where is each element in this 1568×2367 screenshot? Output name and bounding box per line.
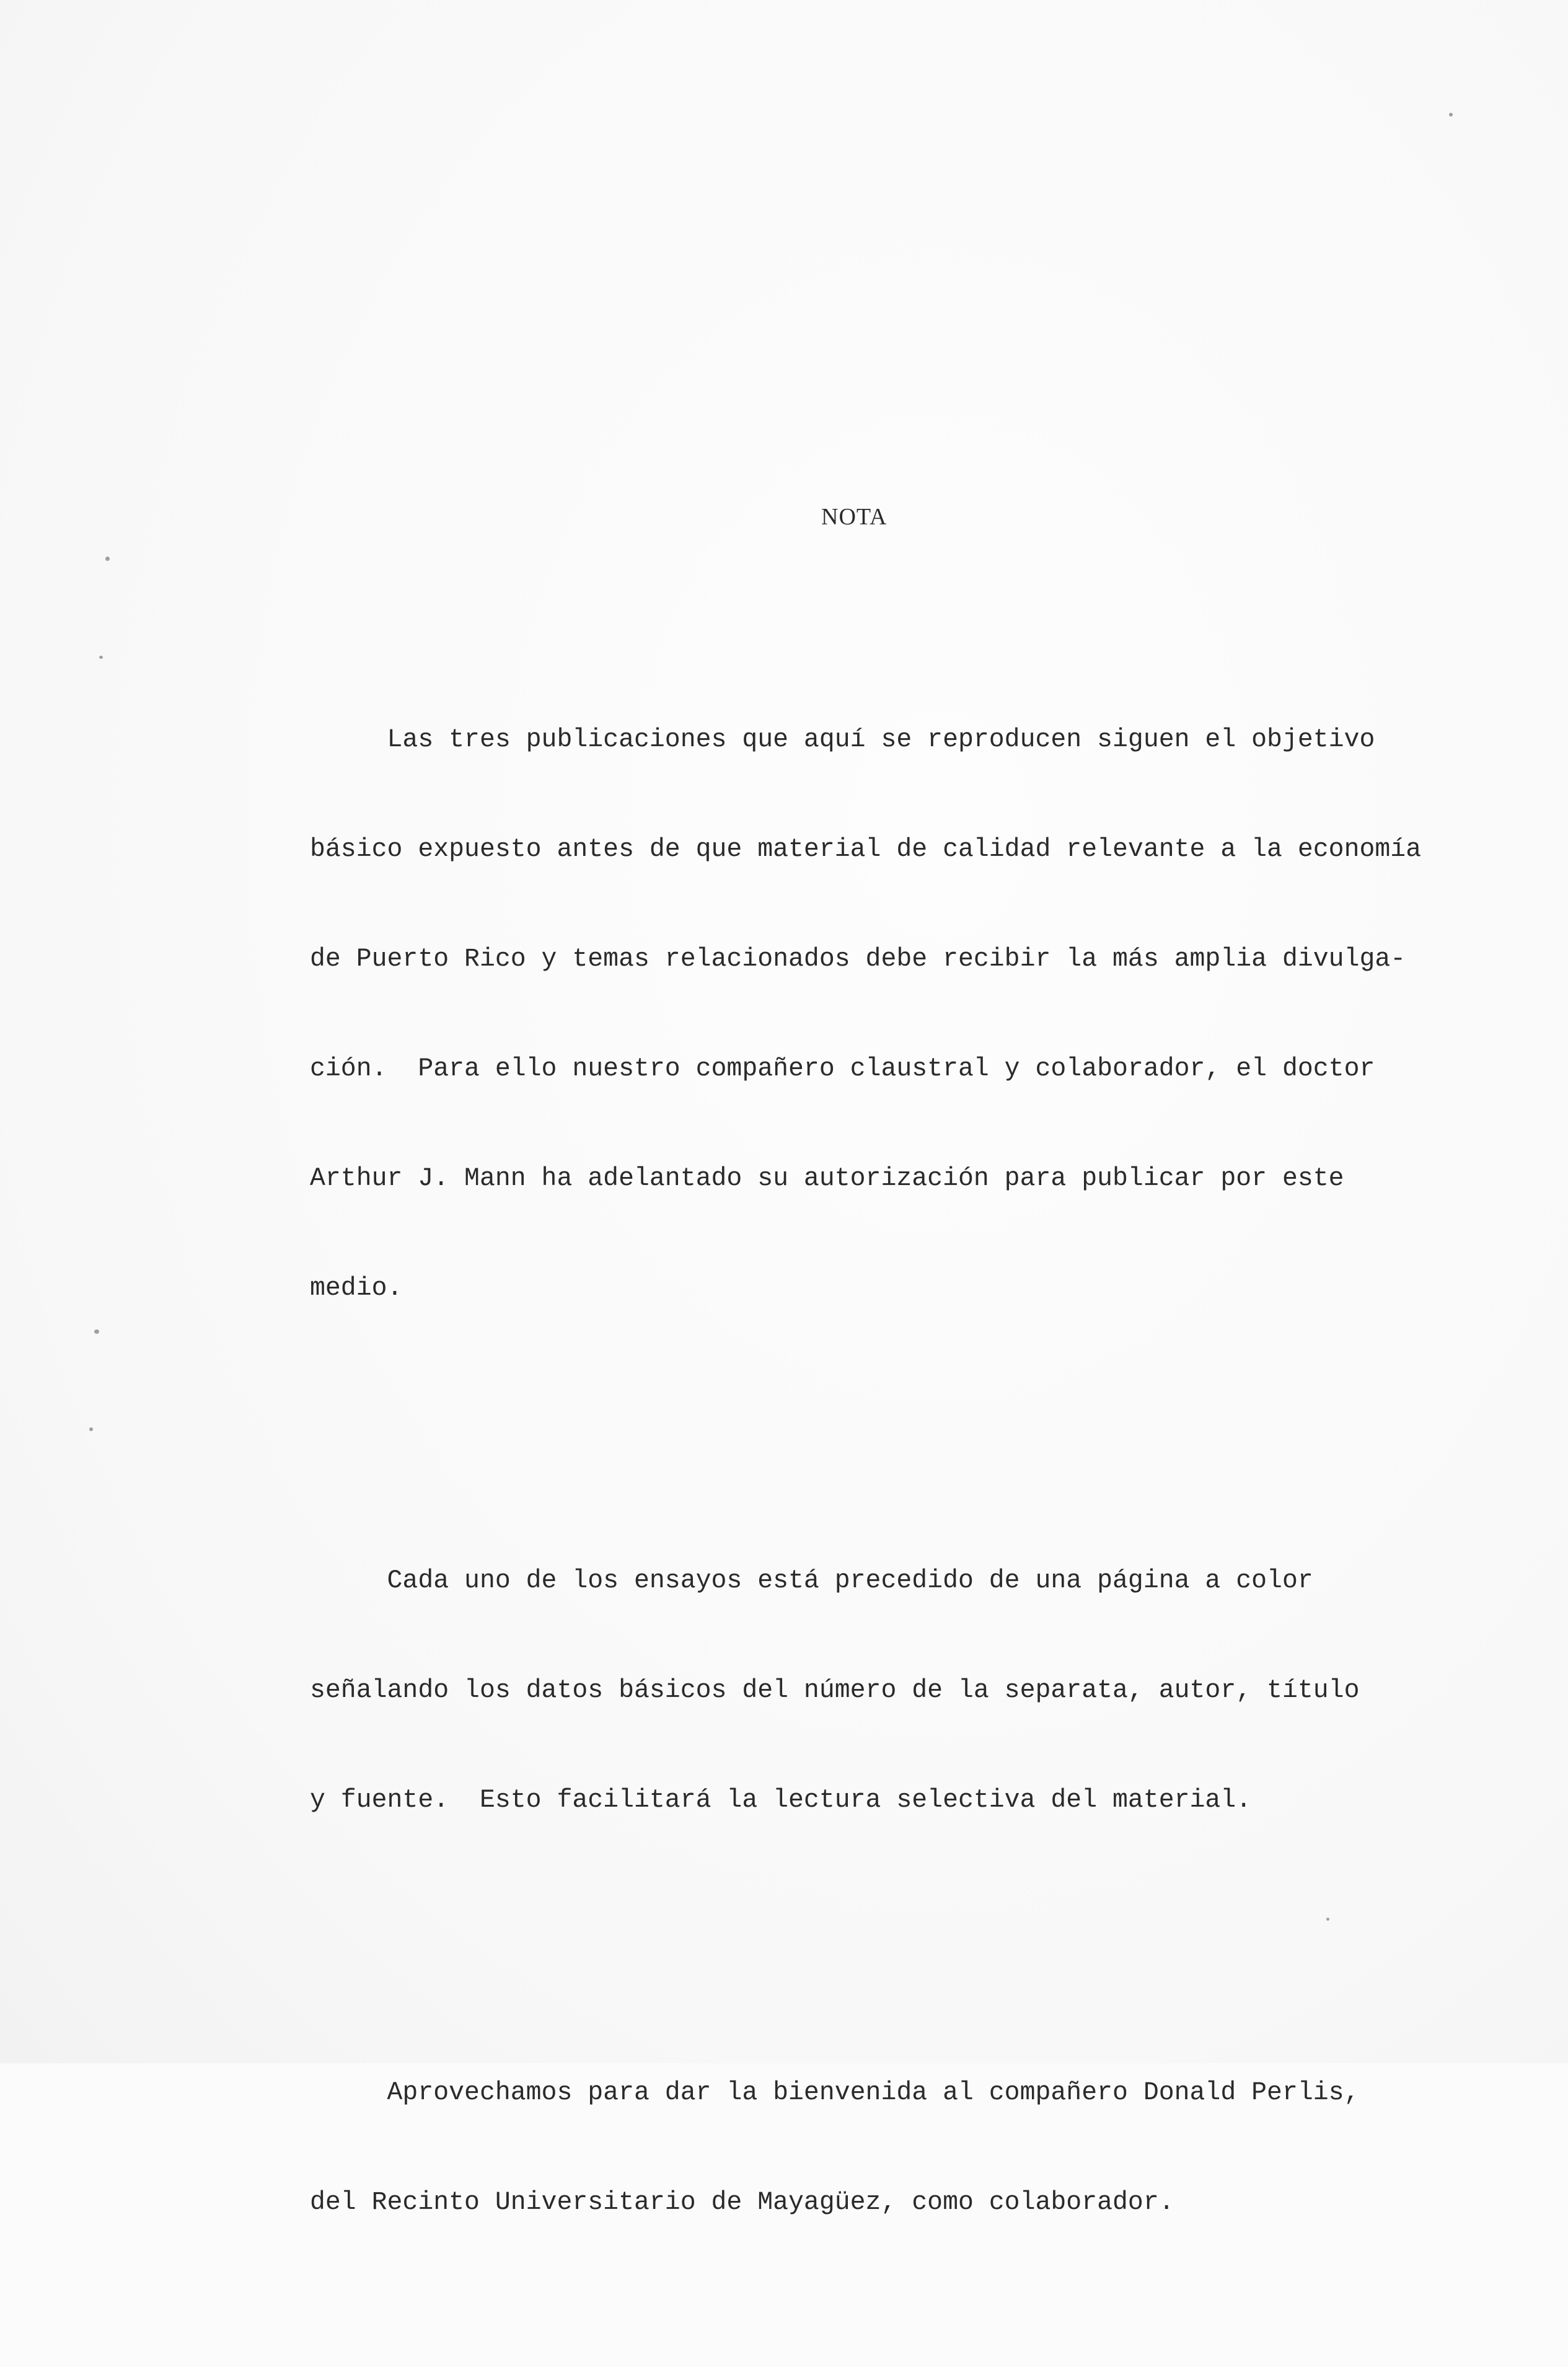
paragraph-3: [310, 2001, 1438, 2294]
text-line: ción. Para ello nuestro compañero claustral y colaborador, el doctor: [310, 1054, 1375, 1083]
text-line: Aprovechamos para dar la bienvenida al compañero Donald Perlis,: [310, 2078, 1360, 2107]
paragraph-1: [310, 648, 1438, 1380]
paragraph-2: [310, 1489, 1438, 1892]
text-line: de Puerto Rico y temas relacionados debe recibir la más amplia divulga-: [310, 945, 1406, 974]
text-line: Las tres publicaciones que aquí se reproducen siguen el objetivo: [310, 725, 1375, 754]
scan-speck: [1449, 113, 1453, 117]
scan-speck: [99, 656, 103, 659]
text-line: señalando los datos básicos del número de la separata, autor, título: [310, 1676, 1360, 1705]
scan-speck: [89, 1427, 93, 1431]
text-line: y fuente. Esto facilitará la lectura selectiva del material.: [310, 1786, 1252, 1815]
document-title: NOTA: [821, 504, 888, 530]
text-line: básico expuesto antes de que material de calidad relevante a la economía: [310, 835, 1422, 864]
text-line: Cada uno de los ensayos está precedido de una página a color: [310, 1566, 1313, 1595]
document-body: [310, 575, 1438, 2367]
text-line: del Recinto Universitario de Mayagüez, como colaborador.: [310, 2188, 1174, 2217]
text-line: Arthur J. Mann ha adelantado su autorización para publicar por este: [310, 1164, 1344, 1193]
scan-speck: [94, 1329, 99, 1334]
scan-speck: [1326, 1918, 1329, 1921]
text-line: medio.: [310, 1274, 403, 1303]
scan-speck: [105, 557, 110, 561]
